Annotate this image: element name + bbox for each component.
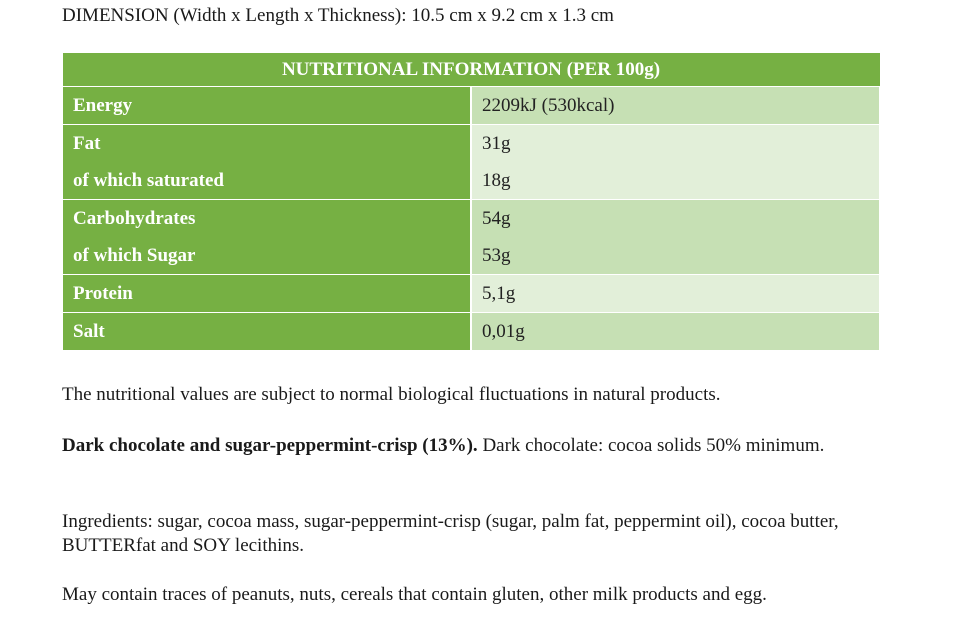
nutrient-value: 31g xyxy=(471,125,880,163)
nutrient-label: of which Sugar xyxy=(63,237,472,275)
product-description xyxy=(62,434,862,458)
nutrient-label: of which saturated xyxy=(63,162,472,200)
nutrient-label: Fat xyxy=(63,125,472,163)
nutrient-value: 5,1g xyxy=(471,275,880,313)
nutrition-row-saturated xyxy=(63,162,880,200)
nutrient-label: Energy xyxy=(63,87,472,125)
ingredients-text: Ingredients: sugar, cocoa mass, sugar-peppermint-crisp (sugar, palm fat, peppermint oil), cocoa butter, BUTTERfat and SOY lecithins. xyxy=(62,511,839,556)
product-name: Dark chocolate and sugar-peppermint-crisp (13%). xyxy=(62,435,478,456)
nutrient-value: 2209kJ (530kcal) xyxy=(471,87,880,125)
nutrition-row-energy xyxy=(63,87,880,125)
nutrition-header-row xyxy=(63,53,880,87)
nutrition-row-fat xyxy=(63,125,880,163)
dimension-line: DIMENSION (Width x Length x Thickness): 10.5 cm x 9.2 cm x 1.3 cm xyxy=(62,5,614,26)
nutrition-row-carbohydrates xyxy=(63,200,880,238)
allergen-note: May contain traces of peanuts, nuts, cereals that contain gluten, other milk products and egg. xyxy=(62,584,767,605)
nutrient-value: 0,01g xyxy=(471,313,880,351)
nutrition-row-protein xyxy=(63,275,880,313)
nutrition-table-title: NUTRITIONAL INFORMATION (PER 100g) xyxy=(63,53,880,87)
fluctuation-note: The nutritional values are subject to normal biological fluctuations in natural products. xyxy=(62,384,721,405)
product-cocoa-note: Dark chocolate: cocoa solids 50% minimum. xyxy=(477,435,825,456)
nutrient-label: Carbohydrates xyxy=(63,200,472,238)
nutrition-row-sugar xyxy=(63,237,880,275)
nutrient-label: Protein xyxy=(63,275,472,313)
nutrient-value: 18g xyxy=(471,162,880,200)
nutrition-row-salt xyxy=(63,313,880,351)
nutrient-value: 54g xyxy=(471,200,880,238)
nutrient-label: Salt xyxy=(63,313,472,351)
nutrient-value: 53g xyxy=(471,237,880,275)
nutrition-table xyxy=(62,53,880,351)
